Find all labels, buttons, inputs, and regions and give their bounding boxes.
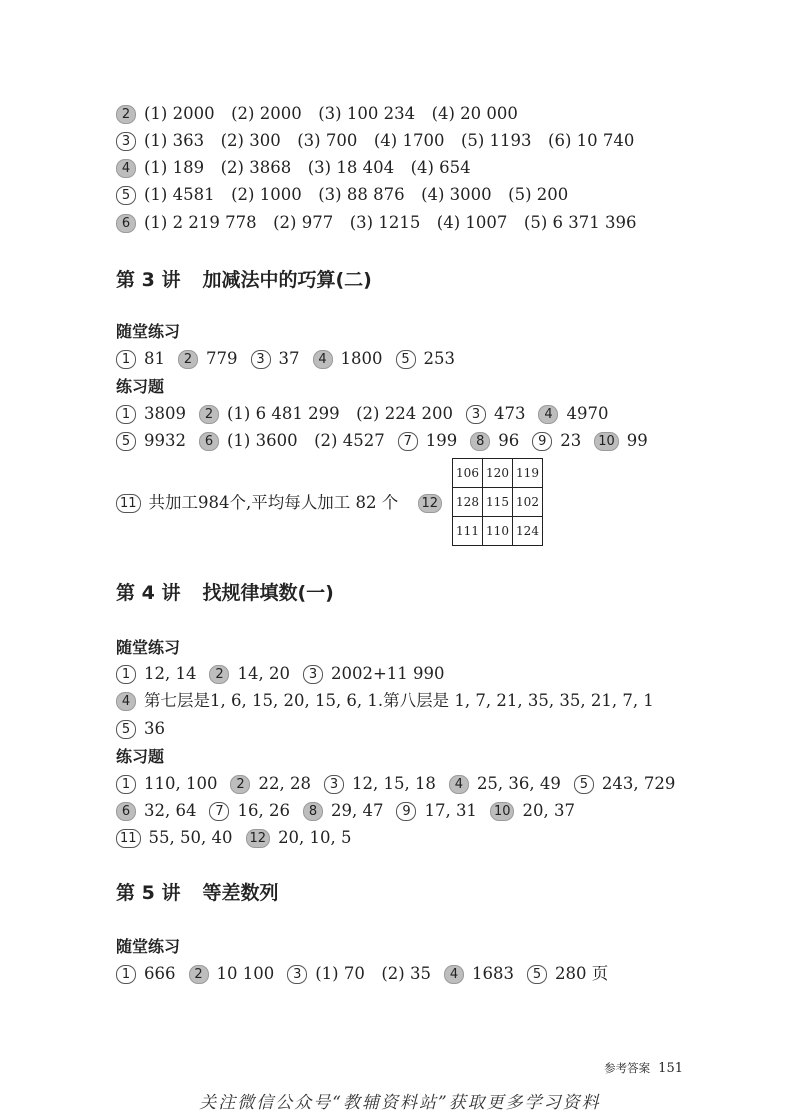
- answer-text: (1) 189 (2) 3868 (3) 18 404 (4) 654: [144, 158, 471, 177]
- question-number: 2: [189, 965, 209, 984]
- answer-text: 110, 100: [144, 774, 218, 793]
- question-number: 10: [594, 432, 619, 451]
- answer-line: [116, 347, 455, 371]
- watermark-text: 关注微信公众号“教辅资料站”获取更多学习资料: [199, 1093, 601, 1113]
- answer-item: [527, 962, 608, 986]
- answer-line: [116, 102, 518, 126]
- answer-item: [396, 347, 456, 371]
- answer-text: (1) 70 (2) 35: [315, 964, 431, 983]
- answer-text: 16, 26: [237, 801, 290, 820]
- answer-item: [209, 662, 289, 686]
- lecture-number: 第 5 讲: [116, 882, 181, 904]
- question-number: 2: [199, 405, 219, 424]
- answer-item: [303, 799, 383, 823]
- answer-item: [490, 799, 575, 823]
- answer-text: (1) 2 219 778 (2) 977 (3) 1215 (4) 1007 (5) 6 371 396: [144, 213, 637, 232]
- answer-item: [189, 962, 275, 986]
- answer-line: [116, 717, 165, 741]
- lecture-title: 等差数列: [202, 882, 279, 904]
- answer-text: (1) 2000 (2) 2000 (3) 100 234 (4) 20 000: [144, 104, 518, 123]
- answer-item: [303, 662, 445, 686]
- answer-item: [116, 402, 186, 426]
- answer-item: [444, 962, 514, 986]
- question-number: 6: [116, 214, 136, 233]
- question-number: 2: [209, 665, 229, 684]
- exercise-heading: 练习题: [116, 747, 165, 766]
- lecture-heading: [116, 578, 334, 608]
- answer-item: [398, 429, 458, 453]
- question-number: 5: [116, 186, 136, 205]
- practice-heading: 随堂练习: [116, 937, 181, 956]
- question-number: 1: [116, 405, 136, 424]
- question-number: 6: [116, 802, 136, 821]
- answer-text: 37: [278, 349, 300, 368]
- question-number: 1: [116, 965, 136, 984]
- answer-item: [538, 402, 608, 426]
- answer-text: (1) 4581 (2) 1000 (3) 88 876 (4) 3000 (5) 200: [144, 185, 569, 204]
- answer-text: 81: [144, 349, 165, 368]
- lecture-number: 第 3 讲: [116, 269, 181, 291]
- answer-text: 96: [498, 431, 520, 450]
- lecture-heading: [116, 878, 278, 908]
- answer-text: 36: [144, 719, 165, 738]
- answer-line: [116, 689, 654, 713]
- answer-item: [466, 402, 526, 426]
- answer-text: 9932: [144, 431, 186, 450]
- question-number: 1: [116, 665, 136, 684]
- answer-line: [116, 156, 471, 180]
- answer-item: [594, 429, 648, 453]
- question-number: 3: [251, 350, 271, 369]
- question-number: 5: [396, 350, 416, 369]
- question-number: 2: [230, 775, 250, 794]
- answer-text: 666: [144, 964, 176, 983]
- lecture-heading: [116, 265, 372, 295]
- magic-square-cell: 111: [453, 517, 483, 546]
- answer-line: [116, 183, 568, 207]
- magic-square-cell: 106: [453, 459, 483, 488]
- answer-item: [116, 102, 518, 126]
- page-number: 151: [658, 1061, 683, 1076]
- answer-text: 779: [206, 349, 238, 368]
- answer-text: 22, 28: [258, 774, 311, 793]
- answer-item: [116, 156, 471, 180]
- answer-item: [116, 799, 196, 823]
- question-number: 5: [116, 432, 136, 451]
- answer-text: 3809: [144, 404, 186, 423]
- answer-text: 共加工984个,平均每人加工 82 个: [148, 493, 399, 512]
- question-number: 1: [116, 775, 136, 794]
- answer-item: [116, 772, 217, 796]
- magic-square-cell: 102: [513, 488, 543, 517]
- answer-text: 12, 15, 18: [351, 774, 436, 793]
- answer-line: [116, 662, 445, 686]
- question-number: 4: [313, 350, 333, 369]
- answer-item: [396, 799, 476, 823]
- answer-line: [116, 772, 675, 796]
- question-number: 2: [178, 350, 198, 369]
- magic-square: [452, 458, 543, 546]
- question-number: 2: [116, 105, 136, 124]
- answer-item: [116, 962, 176, 986]
- question-number: 8: [470, 432, 490, 451]
- question-number: 3: [116, 132, 136, 151]
- answer-line: [116, 129, 634, 153]
- answer-text: 243, 729: [601, 774, 676, 793]
- answer-item: [116, 717, 165, 741]
- question-number: 5: [116, 720, 136, 739]
- question-number: 11: [116, 829, 141, 848]
- answer-text: 4970: [566, 404, 609, 423]
- answer-text: 25, 36, 49: [476, 774, 561, 793]
- question-number: 12: [246, 829, 271, 848]
- question-number: 4: [538, 405, 558, 424]
- answer-line: [116, 402, 608, 426]
- practice-heading: 随堂练习: [116, 322, 181, 341]
- answer-text: 99: [626, 431, 648, 450]
- answer-text: 20, 10, 5: [278, 828, 352, 847]
- answer-item: [199, 402, 453, 426]
- answer-text: 32, 64: [144, 801, 197, 820]
- answer-text: 199: [425, 431, 458, 450]
- magic-square-cell: 128: [453, 488, 483, 517]
- question-number: 6: [199, 432, 219, 451]
- answer-text: 253: [423, 349, 455, 368]
- answer-item: [246, 826, 352, 850]
- answer-text: 12, 14: [144, 664, 197, 683]
- answer-item: [449, 772, 561, 796]
- question-number: 12: [418, 494, 443, 513]
- answer-line: [116, 799, 575, 823]
- question-number: 10: [490, 802, 515, 821]
- exercise-heading: 练习题: [116, 377, 165, 396]
- answer-item: [209, 799, 289, 823]
- answer-text: 20, 37: [522, 801, 575, 820]
- question-number: 7: [398, 432, 418, 451]
- answer-line: [116, 211, 637, 235]
- answer-item: [230, 772, 310, 796]
- answer-text: (1) 363 (2) 300 (3) 700 (4) 1700 (5) 1193 (6) 10 740: [144, 131, 635, 150]
- answer-item: [324, 772, 436, 796]
- answer-text: 55, 50, 40: [148, 828, 233, 847]
- answer-item: [116, 662, 196, 686]
- answer-text: 473: [493, 404, 526, 423]
- answer-item: [116, 429, 186, 453]
- lecture-title: 找规律填数(一): [202, 582, 334, 604]
- answer-line: [116, 429, 648, 453]
- question-number: 11: [116, 494, 141, 513]
- answer-text: 14, 20: [237, 664, 290, 683]
- answer-text: 280 页: [554, 964, 609, 983]
- question-number: 3: [303, 665, 323, 684]
- answer-item: [199, 429, 385, 453]
- answer-text: 29, 47: [330, 801, 384, 820]
- question-number: 9: [396, 802, 416, 821]
- question-number: 4: [444, 965, 464, 984]
- answer-item: [532, 429, 581, 453]
- answer-text: 第七层是1, 6, 15, 20, 15, 6, 1.第八层是 1, 7, 21, 35, 35, 21, 7, 1: [144, 691, 654, 710]
- answer-text: 1800: [340, 349, 383, 368]
- magic-square-cell: 120: [483, 459, 513, 488]
- practice-heading: 随堂练习: [116, 638, 181, 657]
- question-number: 3: [466, 405, 486, 424]
- question-number: 5: [527, 965, 547, 984]
- question-number: 7: [209, 802, 229, 821]
- answer-item: [116, 347, 165, 371]
- question-number: 4: [116, 692, 136, 711]
- answer-line: [116, 826, 352, 850]
- answer-text: (1) 6 481 299 (2) 224 200: [227, 404, 453, 423]
- page-footer: [604, 1058, 683, 1078]
- lecture-title: 加减法中的巧算(二): [202, 269, 372, 291]
- answer-item: [116, 183, 568, 207]
- answer-text: 2002+11 990: [330, 664, 445, 683]
- lecture-number: 第 4 讲: [116, 582, 181, 604]
- magic-square-cell: 119: [513, 459, 543, 488]
- answer-item: [116, 826, 233, 850]
- answer-text: 17, 31: [424, 801, 477, 820]
- answer-line-11-12: [116, 490, 450, 516]
- footer-label: 参考答案: [604, 1061, 651, 1075]
- question-number: 4: [449, 775, 469, 794]
- question-number: 3: [324, 775, 344, 794]
- magic-square-cell: 124: [513, 517, 543, 546]
- answer-line: [116, 962, 608, 986]
- magic-square-cell: 110: [483, 517, 513, 546]
- question-number: 8: [303, 802, 323, 821]
- answer-item: [178, 347, 238, 371]
- question-number: 3: [287, 965, 307, 984]
- question-number: 4: [116, 159, 136, 178]
- question-number: 9: [532, 432, 552, 451]
- answer-item: [116, 129, 634, 153]
- question-number: 5: [574, 775, 594, 794]
- answer-item: [116, 689, 654, 713]
- answer-text: 23: [560, 431, 582, 450]
- answer-item: [251, 347, 300, 371]
- answer-text: 1683: [471, 964, 514, 983]
- answer-item: [574, 772, 675, 796]
- answer-text: 10 100: [216, 964, 275, 983]
- answer-text: (1) 3600 (2) 4527: [227, 431, 385, 450]
- answer-item: [470, 429, 519, 453]
- magic-square-cell: 115: [483, 488, 513, 517]
- answer-item: [116, 211, 637, 235]
- question-number: 1: [116, 350, 136, 369]
- answer-item: [287, 962, 431, 986]
- answer-item: [313, 347, 383, 371]
